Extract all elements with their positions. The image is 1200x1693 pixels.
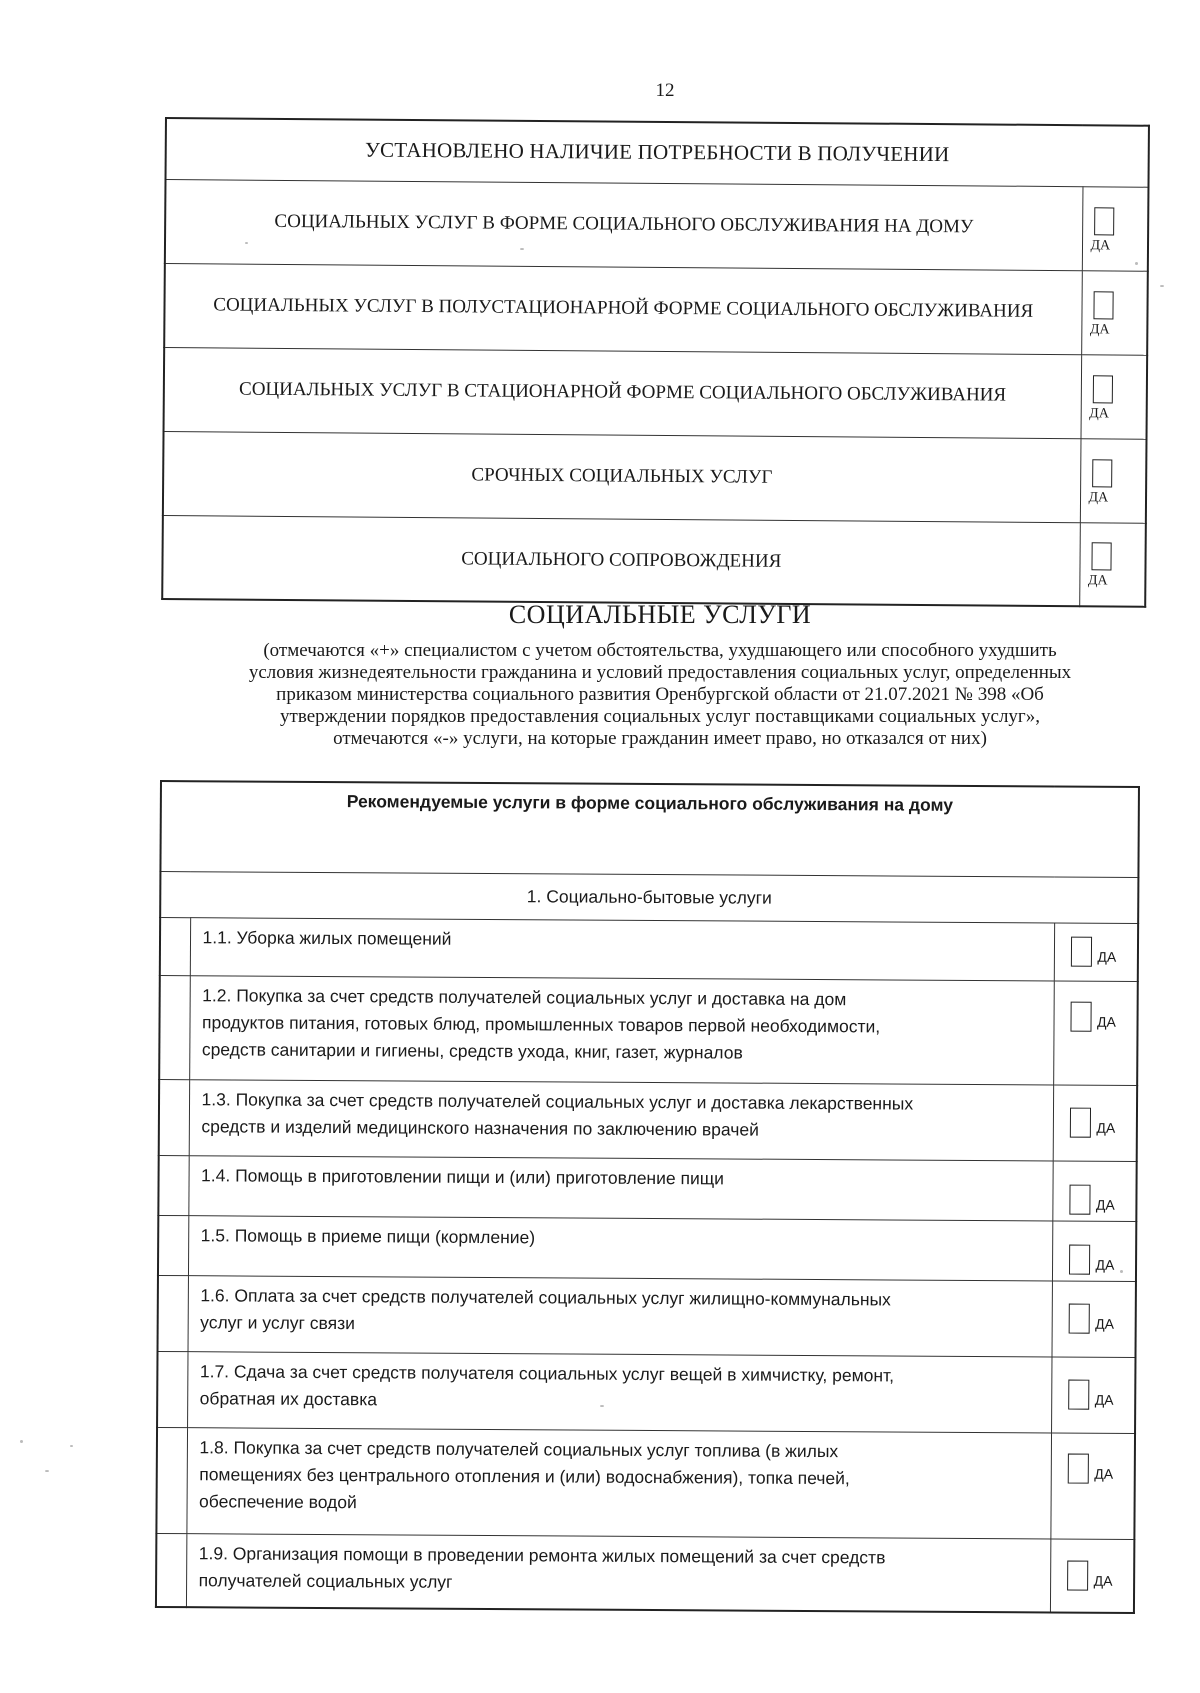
service-checkbox-label: ДА (1094, 1391, 1114, 1408)
needs-checkbox[interactable] (1093, 291, 1113, 319)
services-note (160, 640, 1160, 750)
service-checkbox[interactable] (1067, 1560, 1088, 1590)
needs-checkbox-cell (1082, 186, 1149, 271)
service-row-gutter (159, 975, 190, 1079)
service-checkbox-label: ДА (1095, 1315, 1115, 1332)
needs-checkbox-label: ДА (1090, 237, 1111, 253)
needs-row (164, 347, 1148, 439)
service-label (186, 1533, 1050, 1612)
service-row (157, 1351, 1135, 1433)
service-row (158, 1275, 1136, 1357)
needs-row (164, 263, 1148, 355)
service-label (188, 1155, 1052, 1220)
service-checkbox[interactable] (1068, 1304, 1089, 1334)
needs-row (162, 515, 1146, 607)
service-row-gutter (158, 1275, 188, 1351)
service-label (188, 1275, 1052, 1356)
needs-checkbox-cell (1079, 522, 1146, 607)
service-row-gutter (160, 917, 190, 975)
service-label-line: обратная их доставка (199, 1387, 378, 1409)
service-label-line: помещениях без центрального отопления и (или) водоснабжения), топка печей, (199, 1463, 850, 1488)
scan-speck (1160, 285, 1164, 287)
needs-row-label: СОЦИАЛЬНОГО СОПРОВОЖДЕНИЯ (162, 515, 1080, 606)
service-checkbox-label: ДА (1094, 1465, 1114, 1482)
service-row (159, 1079, 1137, 1161)
service-label (189, 975, 1054, 1084)
service-checkbox[interactable] (1069, 1108, 1090, 1138)
service-label-line: 1.5. Помощь в приеме пищи (кормление) (200, 1224, 536, 1247)
needs-row-label: СОЦИАЛЬНЫХ УСЛУГ В СТАЦИОНАРНОЙ ФОРМЕ СОЦИАЛЬНОГО ОБСЛУЖИВАНИЯ (164, 347, 1082, 438)
service-label-line: 1.9. Организация помощи в проведении ремонта жилых помещений за счет средств (198, 1542, 886, 1567)
service-row (158, 1215, 1136, 1281)
needs-row (165, 179, 1149, 271)
services-note-line: отмечаются «-» услуги, на которые гражданин имеет право, но отказался от них) (333, 728, 987, 749)
needs-row-label: СОЦИАЛЬНЫХ УСЛУГ В ФОРМЕ СОЦИАЛЬНОГО ОБСЛУЖИВАНИЯ НА ДОМУ (165, 179, 1083, 270)
scan-speck (520, 248, 524, 250)
service-checkbox-label: ДА (1096, 1119, 1116, 1136)
service-label (186, 1427, 1051, 1538)
services-note-line: (отмечаются «+» специалистом с учетом обстоятельства, ухудшающего или способного ухудшить (263, 640, 1057, 661)
service-row-gutter (157, 1351, 187, 1427)
service-label-line: услуг и услуг связи (200, 1311, 356, 1333)
service-label-line: 1.4. Помощь в приготовлении пищи и (или) приготовление пищи (201, 1164, 725, 1188)
service-checkbox-cell (1051, 1356, 1135, 1433)
service-label (189, 1079, 1053, 1160)
needs-checkbox[interactable] (1091, 543, 1111, 571)
service-row (156, 1533, 1134, 1613)
service-checkbox-cell (1054, 922, 1138, 981)
needs-checkbox[interactable] (1092, 375, 1112, 403)
page-number: 12 (655, 80, 675, 101)
service-label-line: 1.7. Сдача за счет средств получателя социальных услуг вещей в химчистку, ремонт, (199, 1360, 895, 1385)
needs-checkbox[interactable] (1094, 207, 1114, 235)
service-label (190, 917, 1054, 980)
service-checkbox-label: ДА (1095, 1196, 1115, 1213)
service-label-line: 1.1. Уборка жилых помещений (202, 926, 452, 949)
service-label-line: получателей социальных услуг (198, 1569, 453, 1592)
service-label-line: средств санитарии и гигиены, средств ухода, книг, газет, журналов (201, 1038, 743, 1063)
services-table-title: Рекомендуемые услуги в форме социального обслуживания на дому (160, 781, 1139, 877)
services-section-title: 1. Социально-бытовые услуги (160, 871, 1138, 923)
needs-checkbox-label: ДА (1088, 489, 1109, 505)
service-label-line: 1.3. Покупка за счет средств получателей социальных услуг и доставка лекарственных (201, 1088, 914, 1114)
services-heading: СОЦИАЛЬНЫЕ УСЛУГИ (508, 600, 812, 629)
service-checkbox-cell (1050, 1432, 1135, 1539)
scan-speck (20, 1440, 23, 1443)
needs-row-label: СРОЧНЫХ СОЦИАЛЬНЫХ УСЛУГ (163, 431, 1081, 522)
service-row-gutter (159, 1079, 189, 1155)
needs-checkbox-label: ДА (1089, 321, 1110, 337)
scan-speck (70, 1445, 73, 1447)
scan-speck (245, 242, 248, 244)
service-row (159, 975, 1138, 1085)
scan-speck (600, 1405, 604, 1407)
service-checkbox[interactable] (1070, 1001, 1091, 1031)
needs-checkbox-cell (1081, 270, 1148, 355)
service-row (160, 917, 1138, 981)
service-label-line: продуктов питания, готовых блюд, промышленных товаров первой необходимости, (201, 1011, 881, 1036)
service-checkbox-label: ДА (1095, 1256, 1115, 1273)
service-label-line: обеспечение водой (199, 1490, 357, 1512)
service-label (187, 1351, 1051, 1432)
service-checkbox[interactable] (1068, 1244, 1089, 1274)
services-table (155, 780, 1140, 1614)
service-checkbox-cell (1052, 1160, 1136, 1221)
needs-checkbox-label: ДА (1089, 405, 1109, 421)
service-label-line: 1.6. Оплата за счет средств получателей социальных услуг жилищно-коммунальных (200, 1284, 891, 1309)
scan-speck (45, 1470, 49, 1472)
service-checkbox-cell (1053, 1084, 1137, 1161)
services-note-line: приказом министерства социального развития Оренбургской области от 21.07.2021 № 398 «Об (276, 684, 1044, 705)
service-checkbox[interactable] (1067, 1453, 1088, 1483)
service-checkbox-cell (1052, 1220, 1136, 1281)
service-checkbox-cell (1053, 980, 1138, 1085)
service-label (188, 1215, 1052, 1280)
service-checkbox-label: ДА (1097, 948, 1117, 965)
service-row-gutter (156, 1427, 187, 1533)
needs-table-header: УСТАНОВЛЕНО НАЛИЧИЕ ПОТРЕБНОСТИ В ПОЛУЧЕНИИ (166, 118, 1149, 187)
services-note-line: условия жизнедеятельности гражданина и условий предоставления социальных услуг, определенных (248, 662, 1072, 683)
service-checkbox[interactable] (1068, 1380, 1089, 1410)
needs-row (163, 431, 1147, 523)
service-checkbox-label: ДА (1096, 1013, 1116, 1030)
service-label-line: 1.2. Покупка за счет средств получателей социальных услуг и доставка на дом (202, 984, 847, 1009)
service-checkbox-cell (1051, 1280, 1135, 1357)
needs-checkbox[interactable] (1092, 459, 1112, 487)
service-row-gutter (158, 1215, 188, 1275)
service-checkbox[interactable] (1069, 1184, 1090, 1214)
service-row-gutter (156, 1533, 186, 1607)
needs-checkbox-cell (1080, 438, 1147, 523)
service-label-line: 1.8. Покупка за счет средств получателей социальных услуг топлива (в жилых (199, 1436, 839, 1461)
needs-checkbox-cell (1081, 354, 1148, 439)
service-row (158, 1155, 1136, 1221)
service-checkbox-label: ДА (1093, 1572, 1113, 1589)
service-row (156, 1427, 1135, 1539)
service-checkbox[interactable] (1070, 937, 1091, 967)
scan-speck (1120, 1270, 1123, 1273)
needs-checkbox-label: ДА (1087, 573, 1108, 589)
services-note-line: утверждении порядков предоставления социальных услуг поставщиками социальных услуг», (280, 706, 1040, 727)
service-row-gutter (158, 1155, 188, 1215)
needs-row-label: СОЦИАЛЬНЫХ УСЛУГ В ПОЛУСТАЦИОНАРНОЙ ФОРМЕ СОЦИАЛЬНОГО ОБСЛУЖИВАНИЯ (164, 263, 1082, 354)
needs-table (161, 117, 1150, 608)
scan-speck (1135, 262, 1138, 265)
service-checkbox-cell (1050, 1538, 1134, 1613)
service-label-line: средств и изделий медицинского назначения по заключению врачей (201, 1115, 759, 1140)
